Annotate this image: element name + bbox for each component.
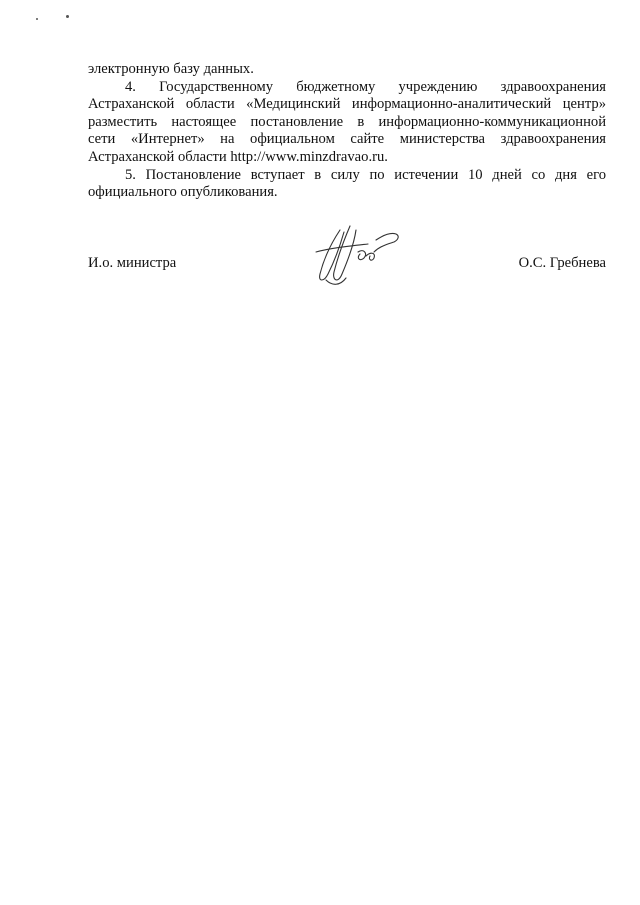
body-line-5: сети «Интернет» на официальном сайте министерства здравоохранения: [88, 131, 606, 148]
body-line-8: официального опубликования.: [88, 184, 278, 201]
body-line-3: Астраханской области «Медицинский информационно-аналитический центр»: [88, 96, 606, 113]
speck: [36, 18, 38, 20]
document-body: [88, 61, 606, 202]
body-line-4: разместить настоящее постановление в информационно-коммуникационной: [88, 113, 606, 130]
body-line-6: Астраханской области http://www.minzdravao.ru.: [88, 148, 388, 165]
body-line-1: электронную базу данных.: [88, 61, 254, 77]
signatory-name: О.С. Гребнева: [518, 255, 606, 271]
body-line-2: 4. Государственному бюджетному учреждению здравоохранения: [125, 78, 606, 95]
signatory-title: И.о. министра: [88, 255, 177, 271]
speck: [66, 15, 69, 18]
body-line-7: 5. Постановление вступает в силу по истечении 10 дней со дня его: [125, 166, 606, 183]
handwritten-signature: [310, 222, 405, 288]
scan-specks: [36, 12, 76, 22]
